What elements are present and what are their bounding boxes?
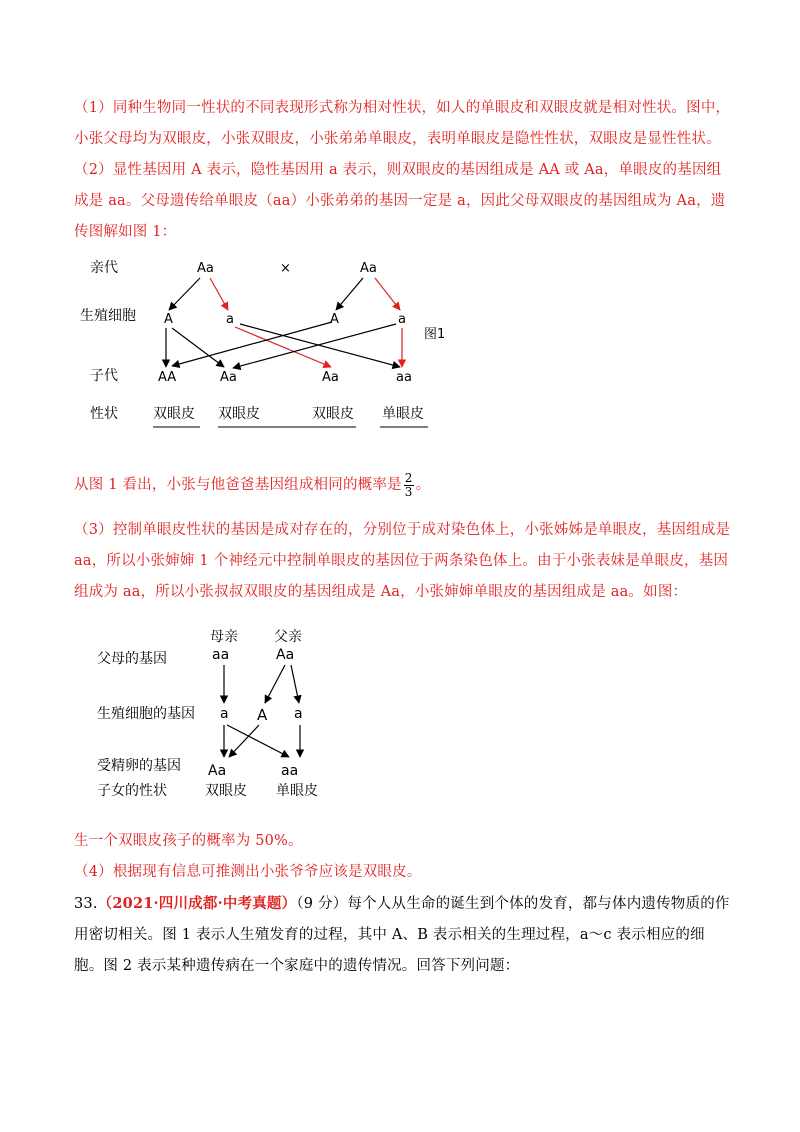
fig1-arrow-A2-AA [172,322,332,366]
fig2-father-gene: Aa [276,647,295,663]
fig1-trait-3: 双眼皮 [312,406,354,422]
figure-2-inheritance-diagram [95,625,335,805]
fig1-gamete-4: a [398,312,406,327]
fig2-row-gamete: 生殖细胞的基因 [97,706,195,722]
answer-paragraph-3 [74,470,734,501]
fig2-row-parent: 父母的基因 [97,651,167,667]
fig2-zygote-2: aa [281,763,299,779]
fig2-zygote-1: Aa [208,763,227,779]
probability-fraction [404,472,414,499]
fig1-caption: 图1 [424,327,446,342]
answer-paragraph-5: 生一个双眼皮孩子的概率为 50%。 [74,833,303,849]
fraction-denominator: 3 [404,484,413,499]
answer-paragraph-1: （1）同种生物同一性状的不同表现形式称为相对性状，如人的单眼皮和双眼皮就是相对性状。图中，小张父母均为双眼皮，小张双眼皮，小张弟弟单眼皮，表明单眼皮是隐性性状，双眼皮是显性性状。 [74,100,731,147]
fig1-row-offspring: 子代 [90,368,118,384]
fig1-arrow-a-Aa [235,327,331,367]
question-source: （2021·四川成都·中考真题） [97,895,297,912]
fig1-offspring-3: Aa [322,370,339,385]
fig1-trait-4: 单眼皮 [382,406,424,422]
fig1-arrow-A-Aa [172,328,224,367]
fig2-trait-1: 双眼皮 [205,783,247,799]
fig2-mother-gene: aa [212,647,230,663]
fig1-trait-2: 双眼皮 [218,406,260,422]
fig2-mother-label: 母亲 [210,629,238,645]
answer-paragraph-2: （2）显性基因用 A 表示，隐性基因用 a 表示，则双眼皮的基因组成是 AA 或 Aa，单眼皮的基因组成是 aa。父母遗传给单眼皮（aa）小张弟弟的基因一定是 a，因此父母双眼皮的基因组成为 Aa，遗传图解如图 1： [74,162,726,240]
fig1-arrow-a-aa [240,324,400,367]
fig1-gamete-3: A [330,312,339,327]
fig1-arrow-pl-A [169,278,200,310]
fig1-arrow-pr-a [375,278,400,310]
fig1-offspring-1: AA [158,370,177,385]
fig2-arrow-A-Aa [229,725,259,757]
fig1-row-trait: 性状 [90,406,118,422]
fraction-numerator: 2 [404,470,413,485]
figure-1-inheritance-diagram [80,250,480,435]
answer-paragraph-4: （3）控制单眼皮性状的基因是成对存在的，分别位于成对染色体上，小张姊姊是单眼皮，基因组成是 aa，所以小张婶婶 1 个神经元中控制单眼皮的基因位于两条染色体上。由于小张表妹是单眼皮，基因组成为 aa，所以小张叔叔双眼皮的基因组成是 Aa，小张婶婶单眼皮的基因组成是 aa。如图： [74,522,731,600]
fig1-row-parent: 亲代 [90,260,118,276]
answer-paragraph-6: （4）根据现有信息可推测出小张爷爷应该是双眼皮。 [74,864,422,880]
fig1-arrow-pr-A [336,278,363,310]
fig2-arrow-a-aa [227,725,289,757]
fig2-row-trait: 子女的性状 [97,783,167,799]
fig2-father-label: 父亲 [274,629,302,645]
probability-end: 。 [415,477,431,493]
question-33 [74,888,734,982]
fig1-offspring-2: Aa [220,370,237,385]
fig2-arrow-father-a [291,665,299,703]
fig1-row-gamete: 生殖细胞 [80,308,136,324]
fig1-cross: × [280,261,291,276]
fig1-arrow-pl-a [210,278,228,310]
fig2-gamete-1: a [220,706,229,722]
question-number: 33. [74,896,98,912]
fig1-parent-left: Aa [197,261,214,276]
probability-text: 从图 1 看出，小张与他爸爸基因组成相同的概率是 [74,477,402,493]
fig1-trait-1: 双眼皮 [153,406,195,422]
fig2-gamete-3: a [294,706,303,722]
fig2-row-zygote: 受精卵的基因 [97,758,181,774]
question-body: （9 分）每个人从生命的诞生到个体的发育，都与体内遗传物质的作用密切相关。图 1 表示人生殖发育的过程，其中 A、B 表示相关的生理过程，a～c 表示相应的细胞。图 2 表示某种遗传病在一个家庭中的遗传情况。回答下列问题： [74,896,730,974]
fig2-trait-2: 单眼皮 [276,783,318,799]
fig1-gamete-2: a [226,312,234,327]
fig2-gamete-2: A [257,706,268,724]
fig1-gamete-1: A [164,312,173,327]
fig1-parent-right: Aa [360,261,377,276]
fig1-offspring-4: aa [396,370,412,385]
fig2-arrow-father-A [265,665,285,703]
fig1-arrow-a2-Aa [233,324,396,368]
